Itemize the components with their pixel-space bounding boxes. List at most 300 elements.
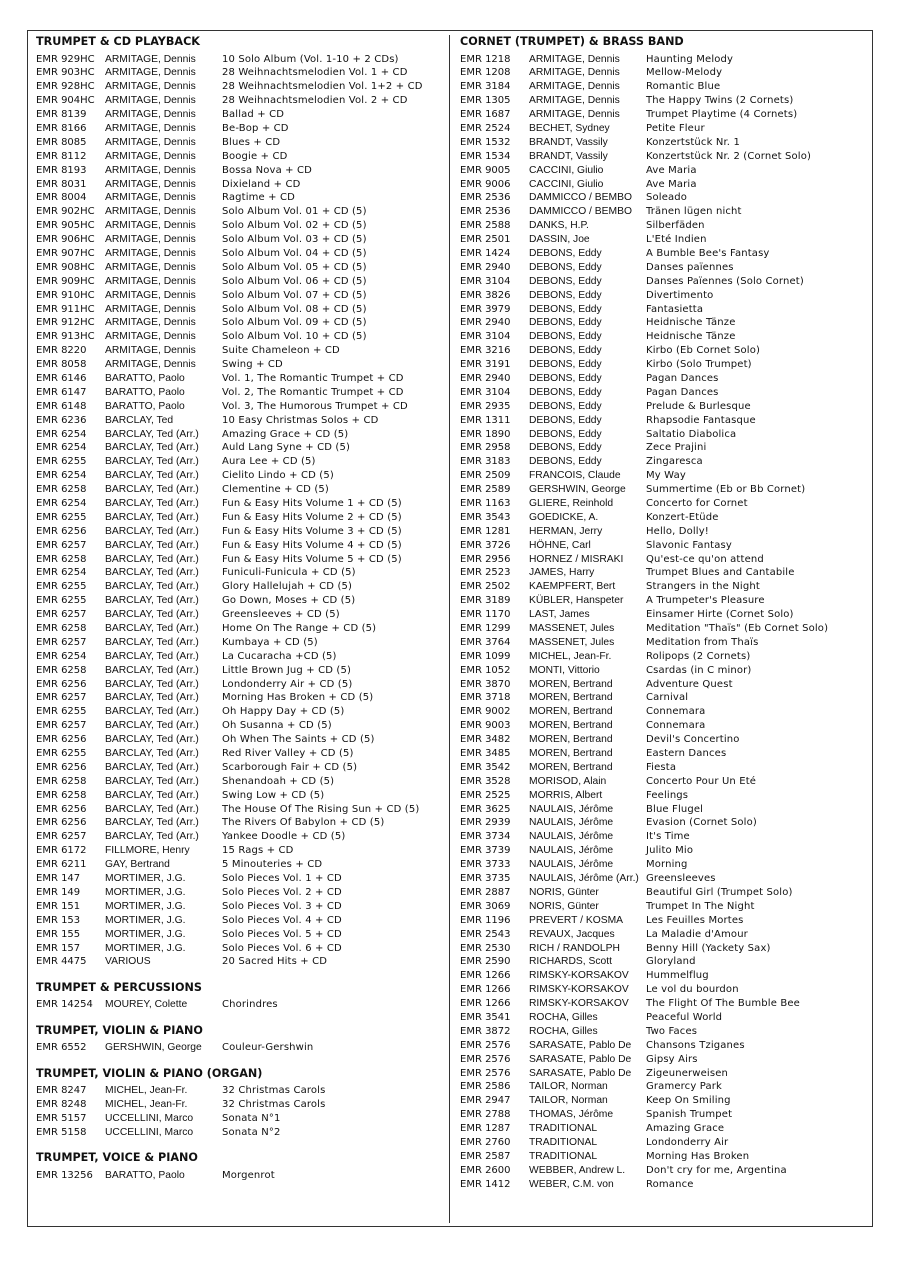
catalog-entry xyxy=(460,803,865,817)
composer: SARASATE, Pablo De xyxy=(529,1053,632,1065)
catalog-number: EMR 6254 xyxy=(36,650,87,662)
catalog-entry xyxy=(36,108,446,122)
composer: ARMITAGE, Dennis xyxy=(105,359,196,371)
composer: GAY, Bertrand xyxy=(105,859,170,871)
work-title: 15 Rags + CD xyxy=(222,845,294,857)
work-title: Summertime (Eb or Bb Cornet) xyxy=(646,484,806,496)
catalog-entry xyxy=(460,886,865,900)
composer: UCCELLINI, Marco xyxy=(105,1126,194,1138)
catalog-entry xyxy=(36,316,446,330)
catalog-entry xyxy=(36,344,446,358)
work-title: Chorindres xyxy=(222,999,278,1011)
composer: BRANDT, Vassily xyxy=(529,136,608,148)
composer: ARMITAGE, Dennis xyxy=(105,53,196,65)
composer: BARCLAY, Ted (Arr.) xyxy=(105,636,199,648)
composer: DEBONS, Eddy xyxy=(529,261,602,273)
catalog-number: EMR 2939 xyxy=(460,817,511,829)
catalog-entry xyxy=(460,705,865,719)
catalog-number: EMR 6211 xyxy=(36,859,87,871)
catalog-number: EMR 3625 xyxy=(460,803,511,815)
catalog-number: EMR 9006 xyxy=(460,178,511,190)
work-title: Ave Maria xyxy=(646,164,697,176)
catalog-entry xyxy=(460,664,865,678)
catalog-entry xyxy=(460,344,865,358)
work-title: Ragtime + CD xyxy=(222,192,296,204)
catalog-number: EMR 6257 xyxy=(36,831,87,843)
catalog-number: EMR 6552 xyxy=(36,1042,87,1054)
work-title: Slavonic Fantasy xyxy=(646,539,732,551)
work-title: Konzertstück Nr. 2 (Cornet Solo) xyxy=(646,150,812,162)
composer: ARMITAGE, Dennis xyxy=(529,53,620,65)
catalog-entry xyxy=(460,858,865,872)
catalog-entry xyxy=(36,511,446,525)
work-title: Home On The Range + CD (5) xyxy=(222,623,377,635)
work-title: Scarborough Fair + CD (5) xyxy=(222,761,358,773)
work-title: Chansons Tziganes xyxy=(646,1039,745,1051)
catalog-entry xyxy=(36,219,446,233)
catalog-entry xyxy=(36,539,446,553)
catalog-entry xyxy=(36,372,446,386)
work-title: Don't cry for me, Argentina xyxy=(646,1164,787,1176)
composer: BARCLAY, Ted (Arr.) xyxy=(105,692,199,704)
composer: NAULAIS, Jérôme xyxy=(529,803,614,815)
left-column xyxy=(36,34,446,1183)
work-title: Julito Mio xyxy=(646,845,694,857)
composer: RICH / RANDOLPH xyxy=(529,942,620,954)
catalog-number: EMR 8085 xyxy=(36,136,87,148)
catalog-number: EMR 1266 xyxy=(460,984,511,996)
composer: ARMITAGE, Dennis xyxy=(105,275,196,287)
work-title: Eastern Dances xyxy=(646,748,727,760)
composer: SARASATE, Pablo De xyxy=(529,1067,632,1079)
catalog-number: EMR 6255 xyxy=(36,706,87,718)
catalog-entry xyxy=(460,233,865,247)
work-title: Zece Prajini xyxy=(646,442,707,454)
work-title: Morgenrot xyxy=(222,1169,275,1181)
catalog-number: EMR 6257 xyxy=(36,609,87,621)
work-title: Swing Low + CD (5) xyxy=(222,789,325,801)
composer: BARCLAY, Ted xyxy=(105,414,174,426)
work-title: Bossa Nova + CD xyxy=(222,164,313,176)
catalog-number: EMR 1412 xyxy=(460,1178,511,1190)
catalog-number: EMR 149 xyxy=(36,886,81,898)
catalog-number: EMR 2956 xyxy=(460,553,511,565)
work-title: Mellow-Melody xyxy=(646,67,723,79)
composer: RIMSKY-KORSAKOV xyxy=(529,970,629,982)
catalog-entry xyxy=(460,205,865,219)
catalog-number: EMR 2501 xyxy=(460,234,511,246)
work-title: Spanish Trumpet xyxy=(646,1109,733,1121)
catalog-entry xyxy=(460,303,865,317)
composer: DAMMICCO / BEMBO xyxy=(529,192,632,204)
work-title: My Way xyxy=(646,470,686,482)
catalog-number: EMR 9003 xyxy=(460,720,511,732)
composer: MORRIS, Albert xyxy=(529,789,603,801)
composer: BARCLAY, Ted (Arr.) xyxy=(105,553,199,565)
composer: ARMITAGE, Dennis xyxy=(105,289,196,301)
work-title: Concerto for Cornet xyxy=(646,498,748,509)
catalog-entry xyxy=(460,566,865,580)
work-title: Tränen lügen nicht xyxy=(646,206,742,218)
catalog-number: EMR 1281 xyxy=(460,525,511,537)
work-title: Silberfäden xyxy=(646,220,705,232)
catalog-entry xyxy=(36,455,446,469)
catalog-entry xyxy=(460,122,865,136)
catalog-number: EMR 5157 xyxy=(36,1112,87,1124)
catalog-number: EMR 2947 xyxy=(460,1095,511,1107)
catalog-entry xyxy=(460,872,865,886)
catalog-entry xyxy=(36,594,446,608)
catalog-number: EMR 2536 xyxy=(460,192,511,204)
work-title: Solo Pieces Vol. 3 + CD xyxy=(222,900,342,912)
catalog-number: EMR 8112 xyxy=(36,150,87,162)
work-title: Red River Valley + CD (5) xyxy=(222,748,354,760)
composer: MICHEL, Jean-Fr. xyxy=(105,1085,188,1097)
catalog-entry xyxy=(36,789,446,803)
composer: WEBBER, Andrew L. xyxy=(529,1164,626,1176)
catalog-entry xyxy=(460,483,865,497)
catalog-entry xyxy=(36,691,446,705)
catalog-number: EMR 3826 xyxy=(460,289,511,301)
catalog-number: EMR 3733 xyxy=(460,859,511,871)
catalog-entry xyxy=(460,330,865,344)
catalog-entry xyxy=(460,1108,865,1122)
catalog-entry xyxy=(460,1039,865,1053)
composer: BARCLAY, Ted (Arr.) xyxy=(105,539,199,551)
section-trumpet-voice-piano xyxy=(36,1150,446,1182)
work-title: Amazing Grace + CD (5) xyxy=(222,428,349,440)
composer: MOREN, Bertrand xyxy=(529,734,613,746)
catalog-number: EMR 6258 xyxy=(36,789,87,801)
composer: BARCLAY, Ted (Arr.) xyxy=(105,664,199,676)
work-title: Vol. 2, The Romantic Trumpet + CD xyxy=(222,386,404,398)
composer: MORTIMER, J.G. xyxy=(105,914,186,926)
catalog-entry xyxy=(36,580,446,594)
catalog-entry xyxy=(36,261,446,275)
catalog-number: EMR 1218 xyxy=(460,53,511,65)
catalog-number: EMR 6255 xyxy=(36,595,87,607)
catalog-number: EMR 13256 xyxy=(36,1169,93,1181)
catalog-entry xyxy=(460,1150,865,1164)
composer: ARMITAGE, Dennis xyxy=(529,95,620,107)
catalog-entry xyxy=(36,830,446,844)
composer: ARMITAGE, Dennis xyxy=(105,150,196,162)
composer: NORIS, Günter xyxy=(529,886,599,898)
work-title: Romantic Blue xyxy=(646,81,721,93)
catalog-entry xyxy=(460,955,865,969)
catalog-number: EMR 928HC xyxy=(36,81,95,93)
composer: MONTI, Vittorio xyxy=(529,664,600,676)
catalog-entry xyxy=(36,566,446,580)
catalog-number: EMR 2502 xyxy=(460,581,511,593)
catalog-entry xyxy=(460,761,865,775)
catalog-entry xyxy=(36,164,446,178)
work-title: Connemara xyxy=(646,706,706,718)
catalog-number: EMR 6258 xyxy=(36,664,87,676)
work-title: Rhapsodie Fantasque xyxy=(646,414,756,426)
right-column xyxy=(460,34,865,1192)
composer: ARMITAGE, Dennis xyxy=(105,331,196,343)
work-title: Clementine + CD (5) xyxy=(222,484,329,496)
catalog-entry xyxy=(460,289,865,303)
catalog-number: EMR 1890 xyxy=(460,428,511,440)
composer: DEBONS, Eddy xyxy=(529,456,602,468)
catalog-number: EMR 1287 xyxy=(460,1123,511,1135)
work-title: Be-Bop + CD xyxy=(222,122,289,134)
catalog-number: EMR 6148 xyxy=(36,400,87,412)
catalog-number: EMR 151 xyxy=(36,900,81,912)
composer: JAMES, Harry xyxy=(529,567,595,579)
composer: NAULAIS, Jérôme (Arr.) xyxy=(529,873,639,885)
catalog-entry xyxy=(36,900,446,914)
catalog-number: EMR 3764 xyxy=(460,636,511,648)
section-title: TRUMPET & PERCUSSIONS xyxy=(36,980,202,994)
catalog-number: EMR 6256 xyxy=(36,525,87,537)
composer: CACCINI, Giulio xyxy=(529,164,604,176)
catalog-entry xyxy=(36,886,446,900)
work-title: 32 Christmas Carols xyxy=(222,1085,326,1097)
catalog-entry xyxy=(36,66,446,80)
catalog-number: EMR 8248 xyxy=(36,1098,87,1110)
work-title: Greensleeves + CD (5) xyxy=(222,609,340,621)
work-title: Solo Album Vol. 05 + CD (5) xyxy=(222,261,367,273)
work-title: Amazing Grace xyxy=(646,1123,725,1135)
composer: ARMITAGE, Dennis xyxy=(105,67,196,79)
composer: MOREN, Bertrand xyxy=(529,720,613,732)
catalog-entry xyxy=(36,1098,446,1112)
composer: ARMITAGE, Dennis xyxy=(529,81,620,93)
composer: DEBONS, Eddy xyxy=(529,372,602,384)
catalog-number: EMR 3482 xyxy=(460,734,511,746)
catalog-entry xyxy=(460,747,865,761)
composer: HORNEZ / MISRAKI xyxy=(529,553,624,565)
work-title: Romance xyxy=(646,1178,694,1190)
catalog-number: EMR 1170 xyxy=(460,609,511,621)
catalog-entry xyxy=(36,289,446,303)
catalog-entry xyxy=(460,928,865,942)
catalog-number: EMR 907HC xyxy=(36,247,95,259)
section-trumpet-violin-piano xyxy=(36,1023,446,1055)
catalog-entry xyxy=(36,747,446,761)
composer: MOREN, Bertrand xyxy=(529,692,613,704)
catalog-entry xyxy=(36,205,446,219)
catalog-entry xyxy=(460,1053,865,1067)
catalog-entry xyxy=(460,1094,865,1108)
work-title: Go Down, Moses + CD (5) xyxy=(222,595,356,607)
catalog-entry xyxy=(36,872,446,886)
composer: RIMSKY-KORSAKOV xyxy=(529,998,629,1010)
catalog-number: EMR 2760 xyxy=(460,1136,511,1148)
catalog-number: EMR 6254 xyxy=(36,567,87,579)
work-title: Oh When The Saints + CD (5) xyxy=(222,734,375,746)
composer: MOUREY, Colette xyxy=(105,999,188,1011)
catalog-number: EMR 6254 xyxy=(36,442,87,454)
work-title: Kirbo (Eb Cornet Solo) xyxy=(646,345,761,357)
catalog-entry xyxy=(36,247,446,261)
catalog-number: EMR 6255 xyxy=(36,511,87,523)
composer: WEBER, C.M. von xyxy=(529,1178,614,1190)
work-title: Glory Hallelujah + CD (5) xyxy=(222,581,353,593)
work-title: Solo Album Vol. 07 + CD (5) xyxy=(222,289,367,301)
catalog-entry xyxy=(36,497,446,511)
composer: HERMAN, Jerry xyxy=(529,525,603,537)
catalog-number: EMR 1196 xyxy=(460,914,511,926)
composer: HÖHNE, Carl xyxy=(529,539,591,551)
catalog-entry xyxy=(36,816,446,830)
catalog-number: EMR 3183 xyxy=(460,456,511,468)
work-title: Prelude & Burlesque xyxy=(646,400,751,412)
catalog-entry xyxy=(460,455,865,469)
catalog-number: EMR 3541 xyxy=(460,1011,511,1023)
composer: KAEMPFERT, Bert xyxy=(529,581,616,593)
catalog-number: EMR 14254 xyxy=(36,999,93,1011)
composer: MOREN, Bertrand xyxy=(529,706,613,718)
work-title: The Happy Twins (2 Cornets) xyxy=(646,95,794,107)
catalog-entry xyxy=(460,636,865,650)
catalog-entry xyxy=(36,428,446,442)
composer: LAST, James xyxy=(529,609,590,621)
composer: DEBONS, Eddy xyxy=(529,400,602,412)
catalog-entry xyxy=(460,622,865,636)
catalog-number: EMR 3735 xyxy=(460,873,511,885)
catalog-number: EMR 5158 xyxy=(36,1126,87,1138)
work-title: Oh Happy Day + CD (5) xyxy=(222,706,345,718)
catalog-number: EMR 1052 xyxy=(460,664,511,676)
composer: BRANDT, Vassily xyxy=(529,150,608,162)
composer: THOMAS, Jérôme xyxy=(529,1109,614,1121)
catalog-entry xyxy=(460,191,865,205)
catalog-entry xyxy=(460,316,865,330)
composer: NAULAIS, Jérôme xyxy=(529,817,614,829)
work-title: Auld Lang Syne + CD (5) xyxy=(222,442,351,454)
catalog-number: EMR 1208 xyxy=(460,67,511,79)
catalog-number: EMR 6258 xyxy=(36,484,87,496)
composer: MOREN, Bertrand xyxy=(529,761,613,773)
catalog-number: EMR 902HC xyxy=(36,206,95,218)
composer: BARCLAY, Ted (Arr.) xyxy=(105,650,199,662)
catalog-number: EMR 6254 xyxy=(36,428,87,440)
catalog-number: EMR 157 xyxy=(36,942,81,954)
catalog-number: EMR 910HC xyxy=(36,289,95,301)
catalog-number: EMR 906HC xyxy=(36,234,95,246)
catalog-number: EMR 8139 xyxy=(36,109,87,121)
catalog-number: EMR 3734 xyxy=(460,831,511,843)
work-title: Suite Chameleon + CD xyxy=(222,345,340,357)
composer: MORTIMER, J.G. xyxy=(105,886,186,898)
composer: BARATTO, Paolo xyxy=(105,1169,185,1181)
catalog-entry xyxy=(36,1041,446,1055)
catalog-number: EMR 3104 xyxy=(460,386,511,398)
catalog-number: EMR 2940 xyxy=(460,261,511,273)
catalog-number: EMR 903HC xyxy=(36,67,95,79)
catalog-number: EMR 6256 xyxy=(36,817,87,829)
catalog-entry xyxy=(36,636,446,650)
catalog-number: EMR 3543 xyxy=(460,511,511,523)
work-title: Ballad + CD xyxy=(222,109,285,121)
catalog-entry xyxy=(36,553,446,567)
composer: MASSENET, Jules xyxy=(529,636,615,648)
catalog-entry xyxy=(36,844,446,858)
catalog-number: EMR 9002 xyxy=(460,706,511,718)
catalog-entry xyxy=(36,955,446,969)
catalog-number: EMR 2524 xyxy=(460,122,511,134)
catalog-entry xyxy=(460,400,865,414)
catalog-entry xyxy=(36,622,446,636)
catalog-number: EMR 3870 xyxy=(460,678,511,690)
work-title: 20 Sacred Hits + CD xyxy=(222,956,328,968)
composer: DEBONS, Eddy xyxy=(529,442,602,454)
catalog-entry xyxy=(460,80,865,94)
catalog-entry xyxy=(460,691,865,705)
composer: MORISOD, Alain xyxy=(529,775,607,787)
composer: DANKS, H.P. xyxy=(529,220,589,232)
catalog-entry xyxy=(460,275,865,289)
catalog-number: EMR 3189 xyxy=(460,595,511,607)
composer: MORTIMER, J.G. xyxy=(105,900,186,912)
catalog-number: EMR 2525 xyxy=(460,789,511,801)
catalog-entry xyxy=(460,136,865,150)
catalog-entry xyxy=(460,830,865,844)
work-title: Konzert-Etüde xyxy=(646,511,719,523)
catalog-number: EMR 6258 xyxy=(36,623,87,635)
work-title: Funiculi-Funicula + CD (5) xyxy=(222,567,356,579)
catalog-number: EMR 2590 xyxy=(460,956,511,968)
catalog-number: EMR 911HC xyxy=(36,303,95,315)
composer: ARMITAGE, Dennis xyxy=(105,178,196,190)
composer: GLIERE, Reinhold xyxy=(529,498,614,509)
work-title: Peaceful World xyxy=(646,1011,723,1023)
catalog-entry xyxy=(36,358,446,372)
catalog-entry xyxy=(36,608,446,622)
catalog-entry xyxy=(36,803,446,817)
catalog-entry xyxy=(460,150,865,164)
catalog-entry xyxy=(460,1025,865,1039)
work-title: A Bumble Bee's Fantasy xyxy=(646,247,770,259)
work-title: Trumpet In The Night xyxy=(646,900,755,912)
work-title: Sonata N°1 xyxy=(222,1112,281,1124)
catalog-number: EMR 8220 xyxy=(36,345,87,357)
catalog-number: EMR 6258 xyxy=(36,775,87,787)
work-title: Einsamer Hirte (Cornet Solo) xyxy=(646,609,794,621)
catalog-number: EMR 913HC xyxy=(36,331,95,343)
work-title: Zingaresca xyxy=(646,456,703,468)
catalog-number: EMR 6172 xyxy=(36,845,87,857)
catalog-number: EMR 3191 xyxy=(460,359,511,371)
catalog-entry xyxy=(36,483,446,497)
catalog-number: EMR 6255 xyxy=(36,456,87,468)
catalog-number: EMR 1311 xyxy=(460,414,511,426)
catalog-number: EMR 4475 xyxy=(36,956,87,968)
composer: DEBONS, Eddy xyxy=(529,345,602,357)
composer: DEBONS, Eddy xyxy=(529,247,602,259)
work-title: Solo Album Vol. 04 + CD (5) xyxy=(222,247,367,259)
work-title: Soleado xyxy=(646,192,688,204)
composer: BARCLAY, Ted (Arr.) xyxy=(105,484,199,496)
catalog-number: EMR 2523 xyxy=(460,567,511,579)
catalog-number: EMR 1266 xyxy=(460,998,511,1010)
composer: BARCLAY, Ted (Arr.) xyxy=(105,511,199,523)
composer: ARMITAGE, Dennis xyxy=(105,345,196,357)
work-title: Sonata N°2 xyxy=(222,1126,281,1138)
work-title: Solo Album Vol. 06 + CD (5) xyxy=(222,275,367,287)
section-trumpet-violin-piano-organ xyxy=(36,1066,446,1140)
catalog-entry xyxy=(460,608,865,622)
composer: CACCINI, Giulio xyxy=(529,178,604,190)
work-title: Heidnische Tänze xyxy=(646,317,736,329)
catalog-number: EMR 3104 xyxy=(460,275,511,287)
work-title: Fun & Easy Hits Volume 3 + CD (5) xyxy=(222,525,402,537)
catalog-number: EMR 6146 xyxy=(36,372,87,384)
